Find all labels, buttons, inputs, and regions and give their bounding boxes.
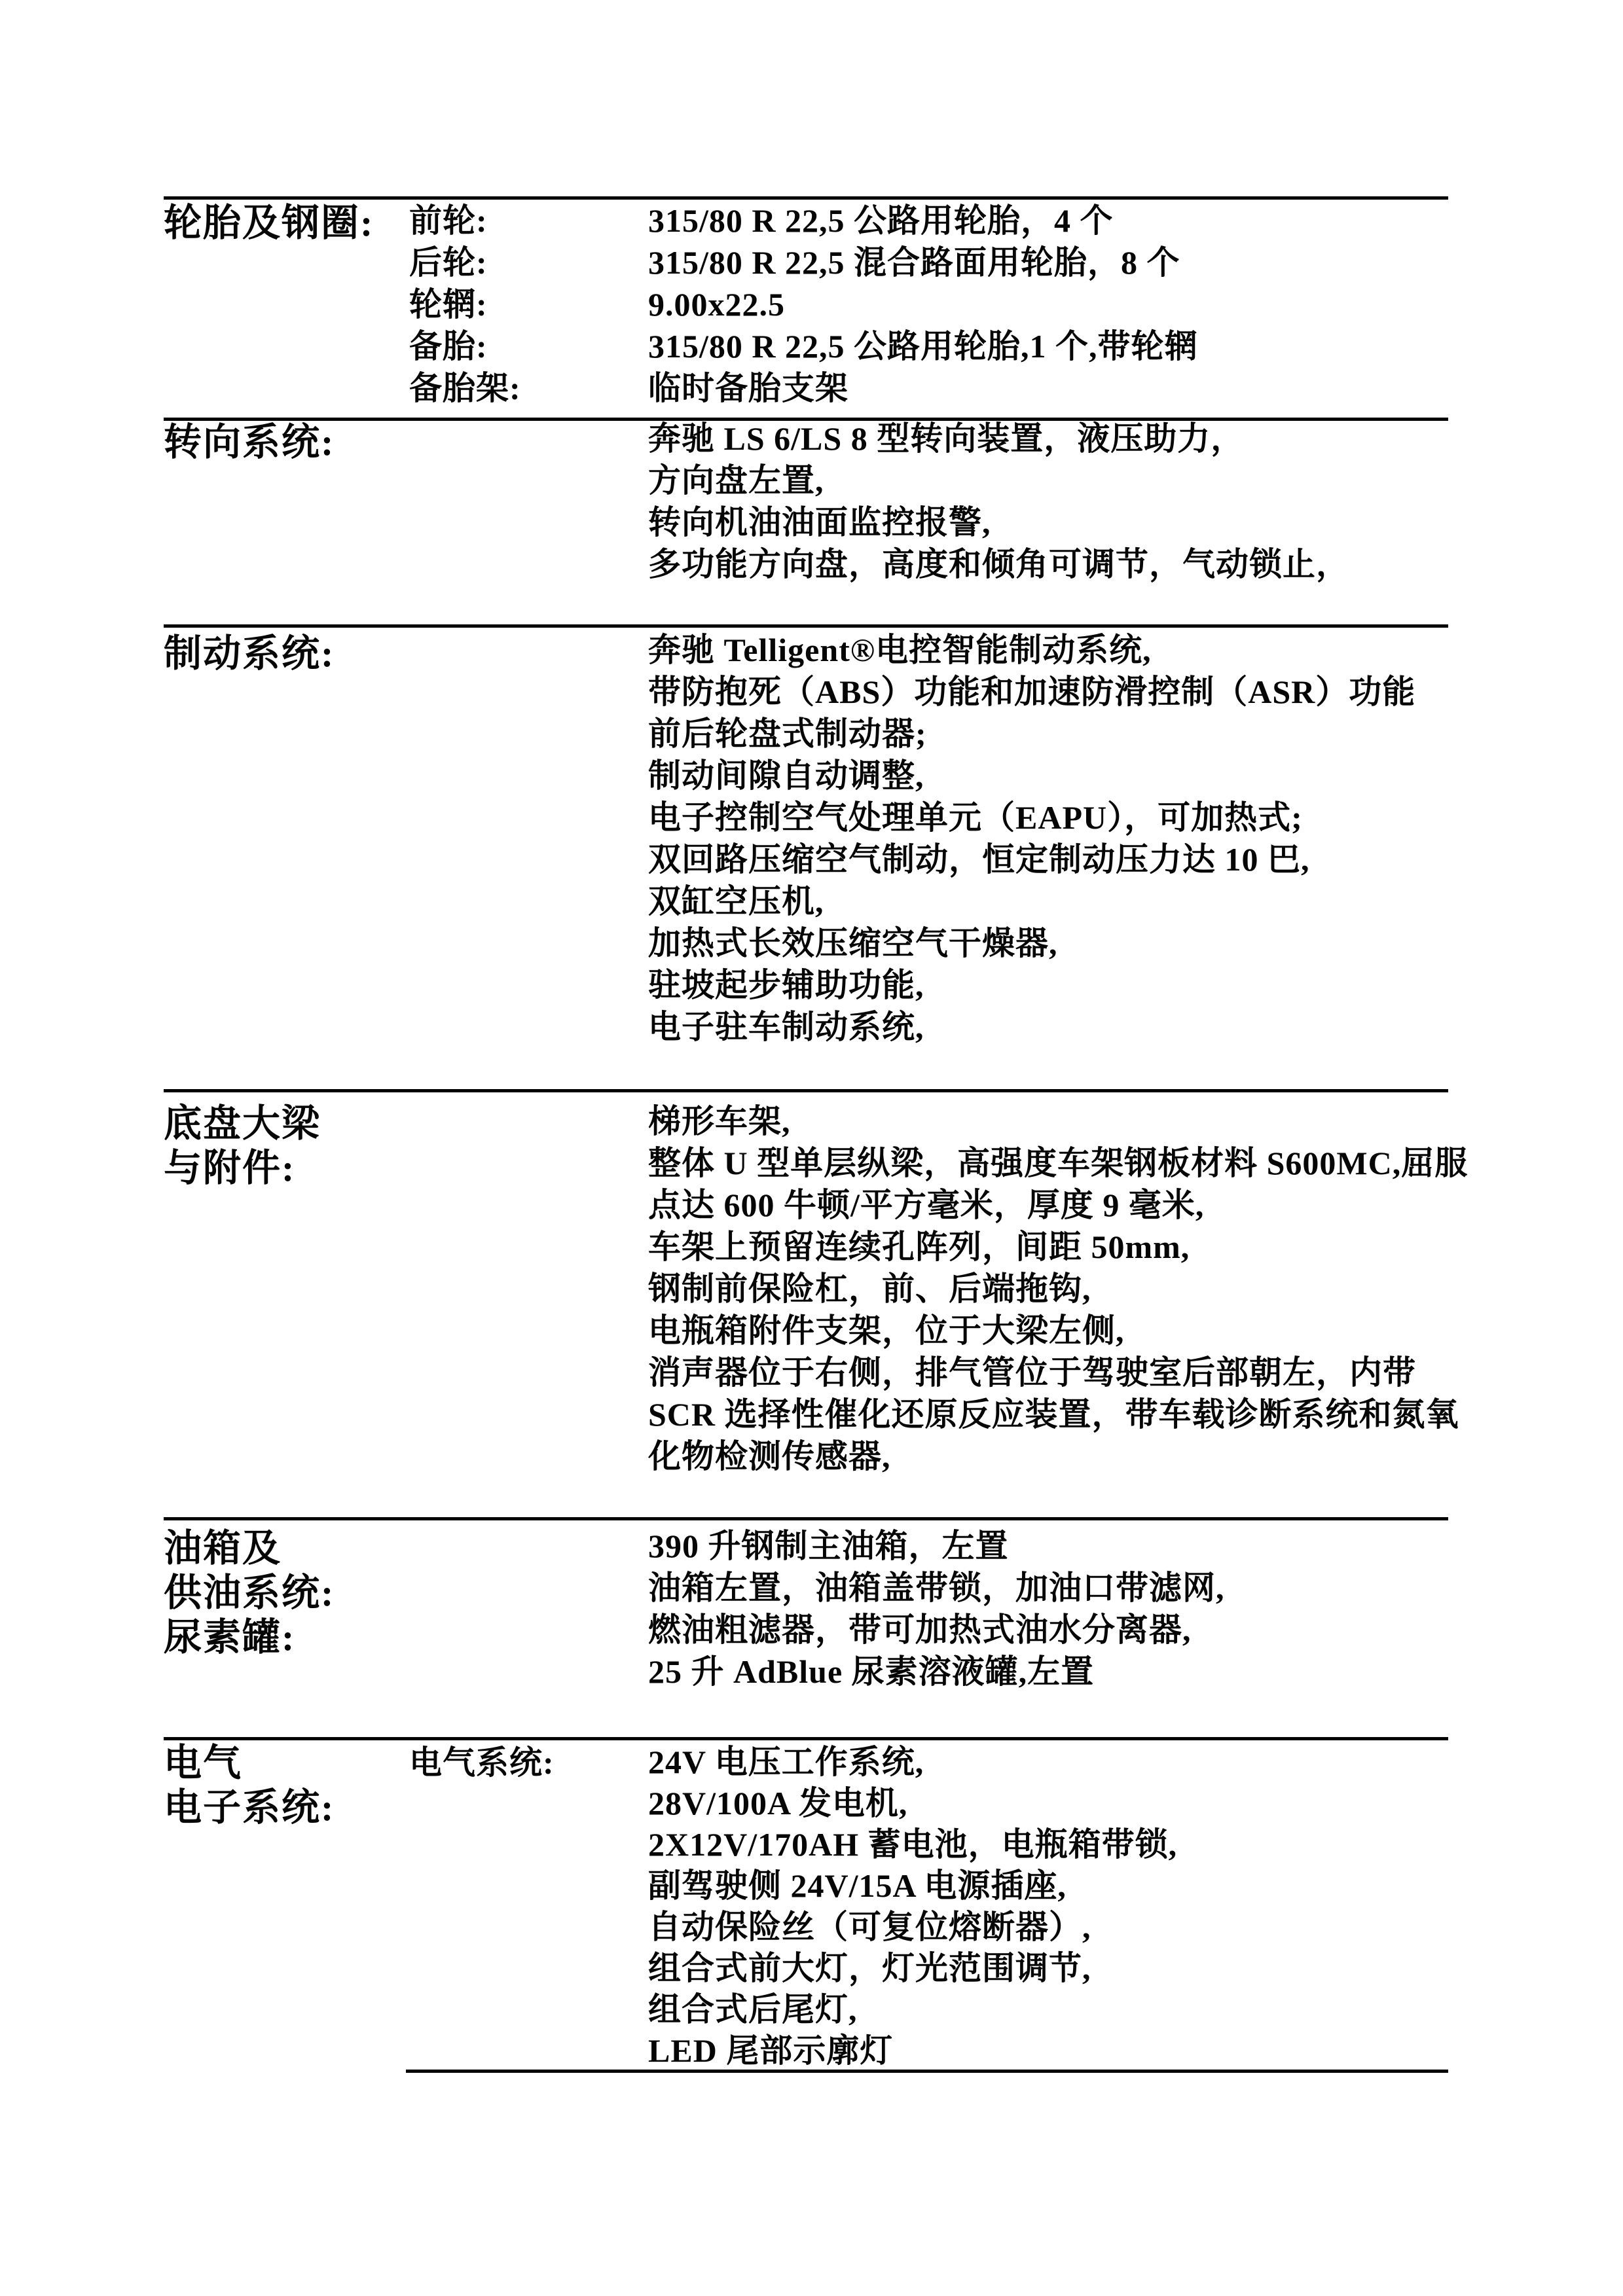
section-label-line: 与附件: (164, 1147, 296, 1189)
brakes-value-column (648, 629, 1470, 1048)
section-label-steering: 转向系统: (164, 421, 335, 463)
spec-value: 9.00x22.5 (648, 286, 785, 323)
divider-electrical (164, 1737, 1448, 1740)
fuel-value-column (648, 1525, 1470, 1693)
spec-value: 加热式长效压缩空气干燥器, (648, 925, 1058, 961)
spec-value: 车架上预留连续孔阵列，间距 50mm, (648, 1229, 1190, 1265)
sub-label-front-wheel: 前轮: (409, 202, 488, 239)
spec-value: 25 升 AdBlue 尿素溶液罐,左置 (648, 1653, 1095, 1690)
section-label-brakes: 制动系统: (164, 632, 335, 675)
sub-label-rear-wheel: 后轮: (409, 244, 488, 281)
spec-value: 奔驰 LS 6/LS 8 型转向装置，液压助力， (648, 420, 1245, 457)
spec-value: 燃油粗滤器，带可加热式油水分离器, (648, 1611, 1192, 1648)
section-label-line: 尿素罐: (164, 1616, 296, 1659)
sub-label-rim: 轮辋: (409, 286, 488, 323)
spec-value: 化物检测传感器, (648, 1438, 891, 1475)
spec-value: 电瓶箱附件支架，位于大梁左侧, (648, 1312, 1125, 1349)
section-label-line: 电气 (164, 1742, 243, 1784)
spec-value: 电子驻车制动系统, (648, 1009, 924, 1045)
spec-value: 驻坡起步辅助功能, (648, 967, 924, 1003)
steering-value-column (648, 418, 1470, 585)
section-label-line: 电子系统: (164, 1786, 335, 1829)
spec-value: 制动间隙自动调整, (648, 757, 924, 794)
spec-value: LED 尾部示廓灯 (648, 2032, 894, 2069)
spec-value: 电子控制空气处理单元（EAPU），可加热式; (648, 799, 1303, 836)
section-label-chassis (164, 1102, 321, 1191)
tires-value-column (648, 200, 1470, 409)
sub-label-spare-tire: 备胎: (409, 328, 488, 365)
spec-value: 组合式前大灯，灯光范围调节, (648, 1950, 1091, 1986)
spec-value: 315/80 R 22,5 公路用轮胎，4 个 (648, 202, 1114, 239)
spec-value: 2X12V/170AH 蓄电池，电瓶箱带锁, (648, 1826, 1178, 1863)
spec-value: 钢制前保险杠，前、后端拖钩, (648, 1270, 1091, 1307)
electrical-value-column (648, 1742, 1470, 2072)
section-label-line: 油箱及 (164, 1527, 282, 1570)
spec-value: 方向盘左置, (648, 462, 824, 499)
spec-value: 前后轮盘式制动器; (648, 715, 927, 752)
chassis-value-column (648, 1100, 1470, 1477)
section-label-line: 供油系统: (164, 1571, 335, 1614)
spec-value: 组合式后尾灯, (648, 1991, 858, 2028)
spec-value: 315/80 R 22,5 混合路面用轮胎，8 个 (648, 244, 1180, 281)
sub-label-spare-tire-carrier: 备胎架: (409, 370, 521, 406)
spec-value: 转向机油油面监控报警, (648, 504, 991, 541)
spec-value: 临时备胎支架 (648, 370, 848, 406)
spec-value: 梯形车架, (648, 1103, 791, 1139)
section-label-tires: 轮胎及钢圈: (164, 202, 374, 244)
section-label-line: 底盘大梁 (164, 1102, 321, 1145)
spec-value: 315/80 R 22,5 公路用轮胎,1 个,带轮辋 (648, 328, 1198, 365)
spec-value: 油箱左置，油箱盖带锁，加油口带滤网, (648, 1570, 1225, 1606)
sub-label-electrical-system: 电气系统: (409, 1744, 555, 1781)
electrical-sublabel-column (409, 1742, 645, 1784)
divider-bottom (406, 2070, 1448, 2073)
spec-value: 390 升钢制主油箱，左置 (648, 1528, 1009, 1564)
spec-value: 点达 600 牛顿/平方毫米，厚度 9 毫米, (648, 1187, 1205, 1223)
spec-value: 双回路压缩空气制动，恒定制动压力达 10 巴, (648, 841, 1310, 878)
section-label-fuel (164, 1526, 335, 1660)
spec-value: 整体 U 型单层纵梁，高强度车架钢板材料 S600MC,屈服 (648, 1145, 1468, 1181)
spec-value: SCR 选择性催化还原反应装置，带车载诊断系统和氮氧 (648, 1396, 1459, 1433)
spec-value: 消声器位于右侧，排气管位于驾驶室后部朝左，内带 (648, 1354, 1416, 1391)
spec-value: 带防抱死（ABS）功能和加速防滑控制（ASR）功能 (648, 673, 1416, 710)
spec-value: 双缸空压机, (648, 883, 824, 920)
divider-chassis (164, 1089, 1448, 1092)
divider-brakes (164, 624, 1448, 628)
spec-value: 多功能方向盘，高度和倾角可调节，气动锁止， (648, 546, 1349, 583)
spec-value: 副驾驶侧 24V/15A 电源插座, (648, 1867, 1067, 1904)
spec-value: 奔驰 Telligent®电控智能制动系统, (648, 632, 1152, 668)
divider-fuel (164, 1517, 1448, 1520)
section-label-electrical (164, 1741, 335, 1830)
spec-value: 28V/100A 发电机, (648, 1785, 908, 1821)
spec-value: 24V 电压工作系统, (648, 1744, 924, 1780)
tires-sublabel-column (409, 200, 645, 409)
spec-value: 自动保险丝（可复位熔断器）, (648, 1909, 1091, 1945)
